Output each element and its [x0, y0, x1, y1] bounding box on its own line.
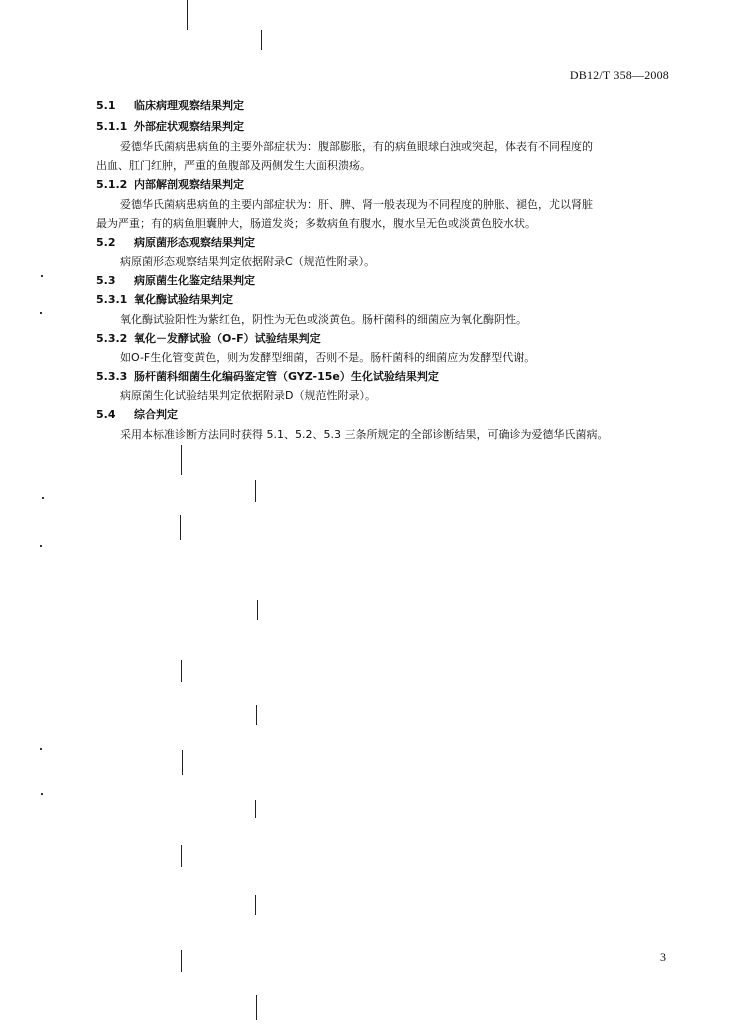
- scan-artifact: [255, 480, 256, 502]
- section-heading-5-2: [0, 234, 729, 250]
- scan-artifact: [256, 705, 257, 725]
- section-title: 肠杆菌科细菌生化编码鉴定管（GYZ-15e）生化试验结果判定: [134, 370, 439, 383]
- section-number: 5.4: [96, 408, 116, 421]
- section-title: 内部解剖观察结果判定: [134, 178, 244, 191]
- section-heading-5-3-2: [0, 330, 729, 346]
- section-number: 5.3.1: [96, 293, 128, 306]
- section-title: 综合判定: [134, 408, 178, 421]
- paragraph-line: 出血、肛门红肿，严重的鱼腹部及两侧发生大面积溃疡。: [96, 159, 371, 172]
- paragraph-line: 氧化酶试验阳性为紫红色，阴性为无色或淡黄色。肠杆菌科的细菌应为氧化酶阴性。: [120, 313, 527, 326]
- section-heading-5-4: [0, 406, 729, 422]
- section-number: 5.3.2: [96, 332, 128, 345]
- scan-speck: [41, 793, 43, 795]
- scan-artifact: [181, 445, 182, 475]
- scan-artifact: [257, 600, 258, 620]
- scan-speck: [41, 275, 43, 277]
- scan-speck: [40, 748, 42, 750]
- paragraph-line: 如O-F生化管变黄色，则为发酵型细菌，否则不是。肠杆菌科的细菌应为发酵型代谢。: [120, 351, 536, 364]
- section-title: 外部症状观察结果判定: [134, 120, 244, 133]
- section-heading-5-3-3: [0, 368, 729, 384]
- scan-artifact: [261, 30, 262, 50]
- paragraph-line: 爱德华氏菌病患病鱼的主要内部症状为：肝、脾、肾一般表现为不同程度的肿胀、褪色，尤以肾脏: [120, 198, 593, 211]
- section-number: 5.2: [96, 236, 116, 249]
- scan-speck: [40, 312, 42, 314]
- section-title: 病原菌形态观察结果判定: [134, 236, 255, 249]
- scan-artifact: [187, 0, 188, 30]
- scan-artifact: [255, 895, 256, 915]
- section-heading-5-3-1: [0, 291, 729, 307]
- paragraph-line: 病原菌形态观察结果判定依据附录C（规范性附录）。: [120, 255, 376, 268]
- scan-artifact: [180, 515, 181, 540]
- paragraph-line: 病原菌生化试验结果判定依据附录D（规范性附录）。: [120, 389, 376, 402]
- scan-artifact: [255, 800, 256, 818]
- standard-code: DB12/T 358—2008: [569, 68, 669, 82]
- section-heading-5-1-2: [0, 176, 729, 192]
- section-number: 5.3.3: [96, 370, 128, 383]
- section-number: 5.3: [96, 274, 116, 287]
- scan-artifact: [181, 845, 182, 867]
- scan-speck: [40, 545, 42, 547]
- section-title: 氧化－发酵试验（O-F）试验结果判定: [134, 332, 321, 345]
- paragraph-line: 爱德华氏菌病患病鱼的主要外部症状为：腹部膨胀，有的病鱼眼球白浊或突起，体表有不同程度的: [120, 140, 593, 153]
- section-number: 5.1.1: [96, 120, 128, 133]
- paragraph-line: 采用本标准诊断方法同时获得 5.1、5.2、5.3 三条所规定的全部诊断结果，可确诊为爱德华氏菌病。: [120, 428, 609, 441]
- section-heading-5-1-1: [0, 118, 729, 134]
- section-heading-5-1: [0, 97, 729, 113]
- section-title: 氧化酶试验结果判定: [134, 293, 233, 306]
- section-title: 病原菌生化鉴定结果判定: [134, 274, 255, 287]
- scan-speck: [42, 497, 44, 499]
- section-heading-5-3: [0, 272, 729, 288]
- scan-artifact: [182, 750, 183, 775]
- page-number: 3: [660, 950, 666, 964]
- scan-artifact: [181, 660, 182, 682]
- scan-artifact: [181, 950, 182, 972]
- section-number: 5.1: [96, 99, 116, 112]
- paragraph-line: 最为严重；有的病鱼胆囊肿大，肠道发炎；多数病鱼有腹水，腹水呈无色或淡黄色胶水状。: [96, 217, 536, 230]
- scan-artifact: [256, 995, 257, 1020]
- section-title: 临床病理观察结果判定: [134, 99, 244, 112]
- section-number: 5.1.2: [96, 178, 128, 191]
